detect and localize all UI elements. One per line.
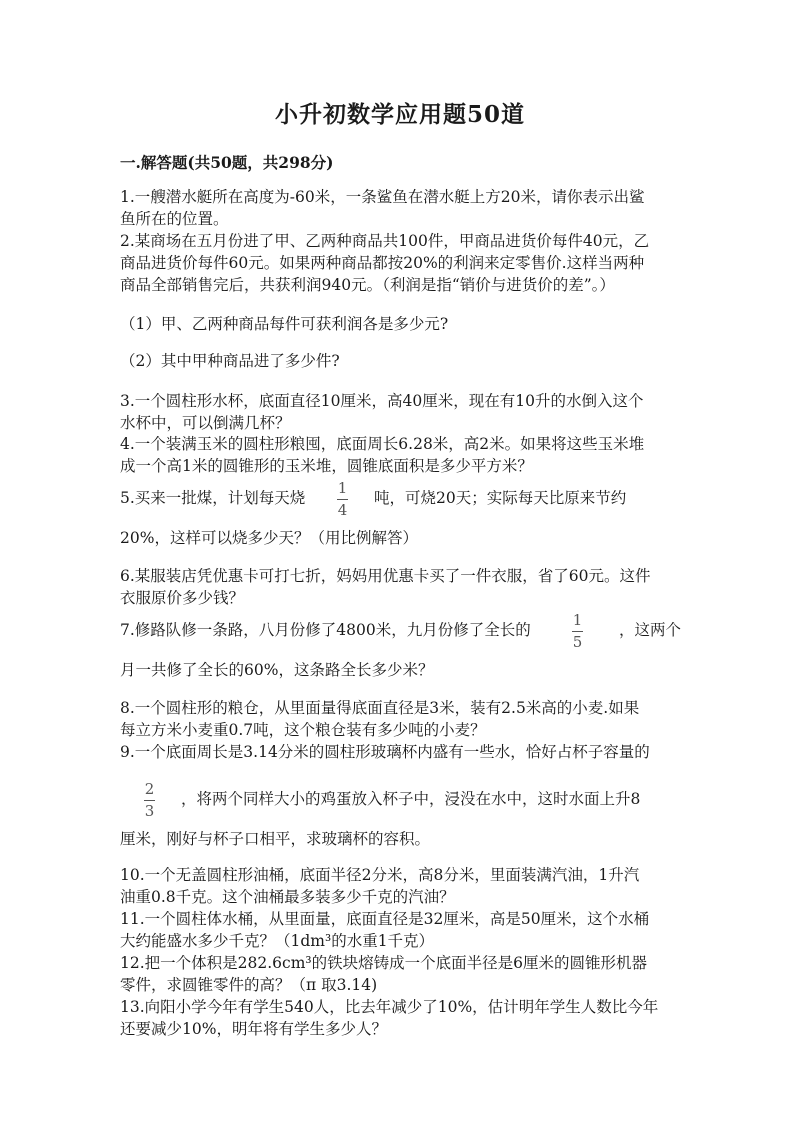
fraction-bar (337, 499, 348, 500)
fraction-numerator: 1 (337, 479, 348, 497)
question-9-line-2: ，将两个同样大小的鸡蛋放入杯子中，浸没在水中，这时水面上升8 (181, 790, 641, 808)
question-line: 还要减少10%，明年将有学生多少人？ (120, 1020, 387, 1038)
fraction (337, 480, 348, 519)
question-9-line-1: 9.一个底面周长是3.14分米的圆柱形玻璃杯内盛有一些水，恰好占杯子容量的 (120, 743, 650, 761)
question-11 (120, 908, 690, 952)
question-text: 7.修路队修一条路，八月份修了4800米，九月份修了全长的 (120, 621, 531, 639)
fraction-numerator: 2 (144, 780, 155, 798)
section-heading: 一.解答题(共50题，共298分) (120, 153, 334, 172)
question-line: 商品全部销售完后，共获利润940元。（利润是指“销价与进货价的差”。） (120, 276, 615, 294)
question-line: 零件，求圆锥零件的高？（π 取3.14) (120, 976, 378, 994)
question-line: 8.一个圆柱形的粮仓，从里面量得底面直径是3米，装有2.5米高的小麦.如果 (120, 699, 640, 717)
fraction-denominator: 5 (572, 633, 583, 651)
question-2 (120, 230, 690, 296)
question-line: 成一个高1米的圆锥形的玉米堆，圆锥底面积是多少平方米？ (120, 457, 533, 475)
question-5-line-1 (120, 487, 690, 509)
question-4 (120, 433, 690, 477)
question-13 (120, 996, 690, 1040)
question-8 (120, 697, 690, 741)
question-line: 12.把一个体积是282.6cm³的铁块熔铸成一个底面半径是6厘米的圆锥形机器 (120, 954, 647, 972)
question-text: ，这两个 (619, 621, 682, 639)
question-line: 11.一个圆柱体水桶，从里面量，底面直径是32厘米，高是50厘米，这个水桶 (120, 910, 650, 928)
fraction-denominator: 4 (337, 501, 348, 519)
question-text: 吨，可烧20天；实际每天比原来节约 (374, 489, 627, 507)
question-10 (120, 864, 690, 908)
question-line: 10.一个无盖圆柱形油桶，底面半径2分米，高8分米，里面装满汽油，1升汽 (120, 866, 640, 884)
question-text: 5.买来一批煤，计划每天烧 (120, 489, 306, 507)
question-line: 3.一个圆柱形水杯，底面直径10厘米，高40厘米，现在有10升的水倒入这个 (120, 392, 644, 410)
question-line: 衣服原价多少钱？ (120, 589, 245, 607)
question-6 (120, 565, 690, 609)
question-1 (120, 186, 690, 230)
question-line: 2.某商场在五月份进了甲、乙两种商品共100件，甲商品进货价每件40元，乙 (120, 232, 650, 250)
question-12 (120, 952, 690, 996)
question-line: 13.向阳小学今年有学生540人，比去年减少了10%，估计明年学生人数比今年 (120, 998, 659, 1016)
fraction (144, 781, 155, 820)
question-line: 每立方米小麦重0.7吨，这个粮仓装有多少吨的小麦？ (120, 721, 486, 739)
question-line: 鱼所在的位置。 (120, 210, 229, 228)
fraction-numerator: 1 (572, 611, 583, 629)
question-5-line-2: 20%，这样可以烧多少天？（用比例解答） (120, 529, 418, 547)
question-7-line-2: 月一共修了全长的60%，这条路全长多少米？ (120, 661, 434, 679)
question-3 (120, 390, 690, 434)
question-line: 6.某服装店凭优惠卡可打七折，妈妈用优惠卡买了一件衣服，省了60元。这件 (120, 567, 651, 585)
question-line: 油重0.8千克。这个油桶最多装多少千克的汽油？ (120, 888, 455, 906)
question-line: 大约能盛水多少千克？（1dm³的水重1千克） (120, 932, 435, 950)
question-2-part-2: （2）其中甲种商品进了多少件? (120, 352, 340, 370)
fraction-bar (572, 631, 583, 632)
question-9-line-3: 厘米，刚好与杯子口相平，求玻璃杯的容积。 (120, 830, 431, 848)
fraction-bar (144, 800, 155, 801)
question-7-line-1 (120, 619, 690, 641)
question-line: 4.一个装满玉米的圆柱形粮囤，底面周长6.28米，高2米。如果将这些玉米堆 (120, 435, 645, 453)
fraction (572, 612, 583, 651)
question-2-part-1: （1）甲、乙两种商品每件可获利润各是多少元? (120, 315, 449, 333)
fraction-denominator: 3 (144, 802, 155, 820)
page-title: 小升初数学应用题50道 (274, 101, 525, 128)
question-line: 水杯中，可以倒满几杯？ (120, 414, 291, 432)
question-line: 1.一艘潜水艇所在高度为-60米，一条鲨鱼在潜水艇上方20米，请你表示出鲨 (120, 188, 645, 206)
question-line: 商品进货价每件60元。如果两种商品都按20%的利润来定零售价.这样当两种 (120, 254, 645, 272)
